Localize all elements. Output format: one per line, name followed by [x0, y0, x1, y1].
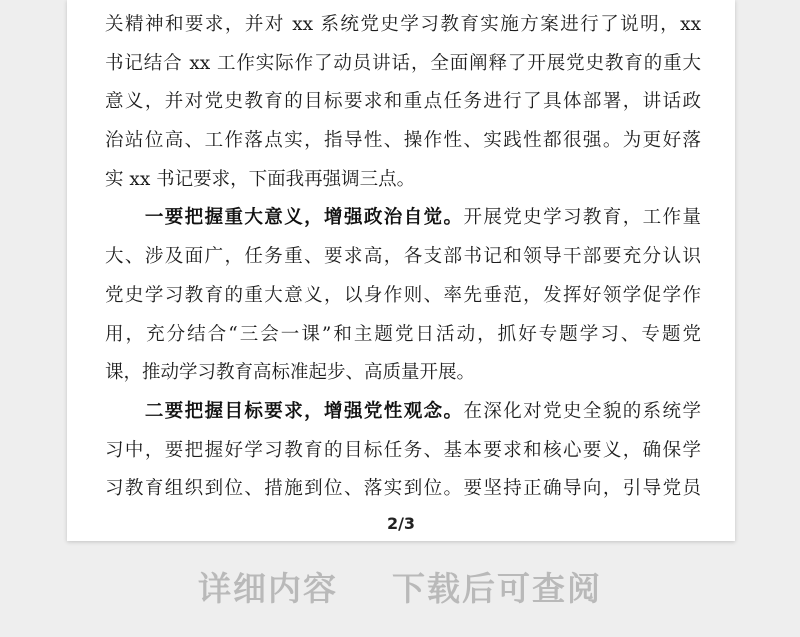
paragraph-heading: 一要把握重大意义，增强政治自觉。	[144, 207, 464, 229]
footer-left-text: 详细内容	[198, 569, 338, 608]
text-line: 党史学习教育的重大意义，以身作则、率先垂范，发挥好领学促学作	[105, 284, 701, 306]
text-line: 用，充分结合“三会一课”和主题党日活动，抓好专题学习、专题党	[105, 323, 701, 345]
footer-right-text: 下载后可查阅	[392, 569, 602, 608]
text-line: 关精神和要求，并对 xx 系统党史学习教育实施方案进行了说明，xx	[105, 14, 701, 35]
page-number: 2/3	[386, 514, 416, 533]
paragraph-first-line	[105, 393, 701, 432]
indent	[105, 401, 145, 422]
text-line: 治站位高、工作落点实，指导性、操作性、实践性都很强。为更好落	[105, 130, 701, 152]
paragraph-text: 在深化对党史全貌的系统学	[463, 400, 701, 422]
text-line: 实 xx 书记要求，下面我再强调三点。	[105, 168, 416, 190]
paragraph-text: 开展党史学习教育，工作量	[463, 207, 701, 229]
paragraph-heading: 二要把握目标要求，增强党性观念。	[144, 400, 464, 422]
text-line: 课，推动学习教育高标准起步、高质量开展。	[105, 362, 476, 384]
indent	[105, 207, 145, 228]
document-page	[67, 0, 735, 541]
text-line: 大、涉及面广，任务重、要求高，各支部书记和领导干部要充分认识	[105, 246, 701, 268]
paragraph-first-line	[105, 199, 701, 238]
text-line: 习中，要把握好学习教育的目标任务、基本要求和核心要义，确保学	[105, 439, 701, 461]
text-line: 书记结合 xx 工作实际作了动员讲话，全面阐释了开展党史教育的重大	[105, 52, 701, 74]
document-body	[105, 6, 701, 509]
text-line: 意义，并对党史教育的目标要求和重点任务进行了具体部署，讲话政	[105, 91, 701, 113]
download-prompt	[0, 563, 800, 610]
text-line: 习教育组织到位、措施到位、落实到位。要坚持正确导向，引导党员	[105, 478, 701, 500]
